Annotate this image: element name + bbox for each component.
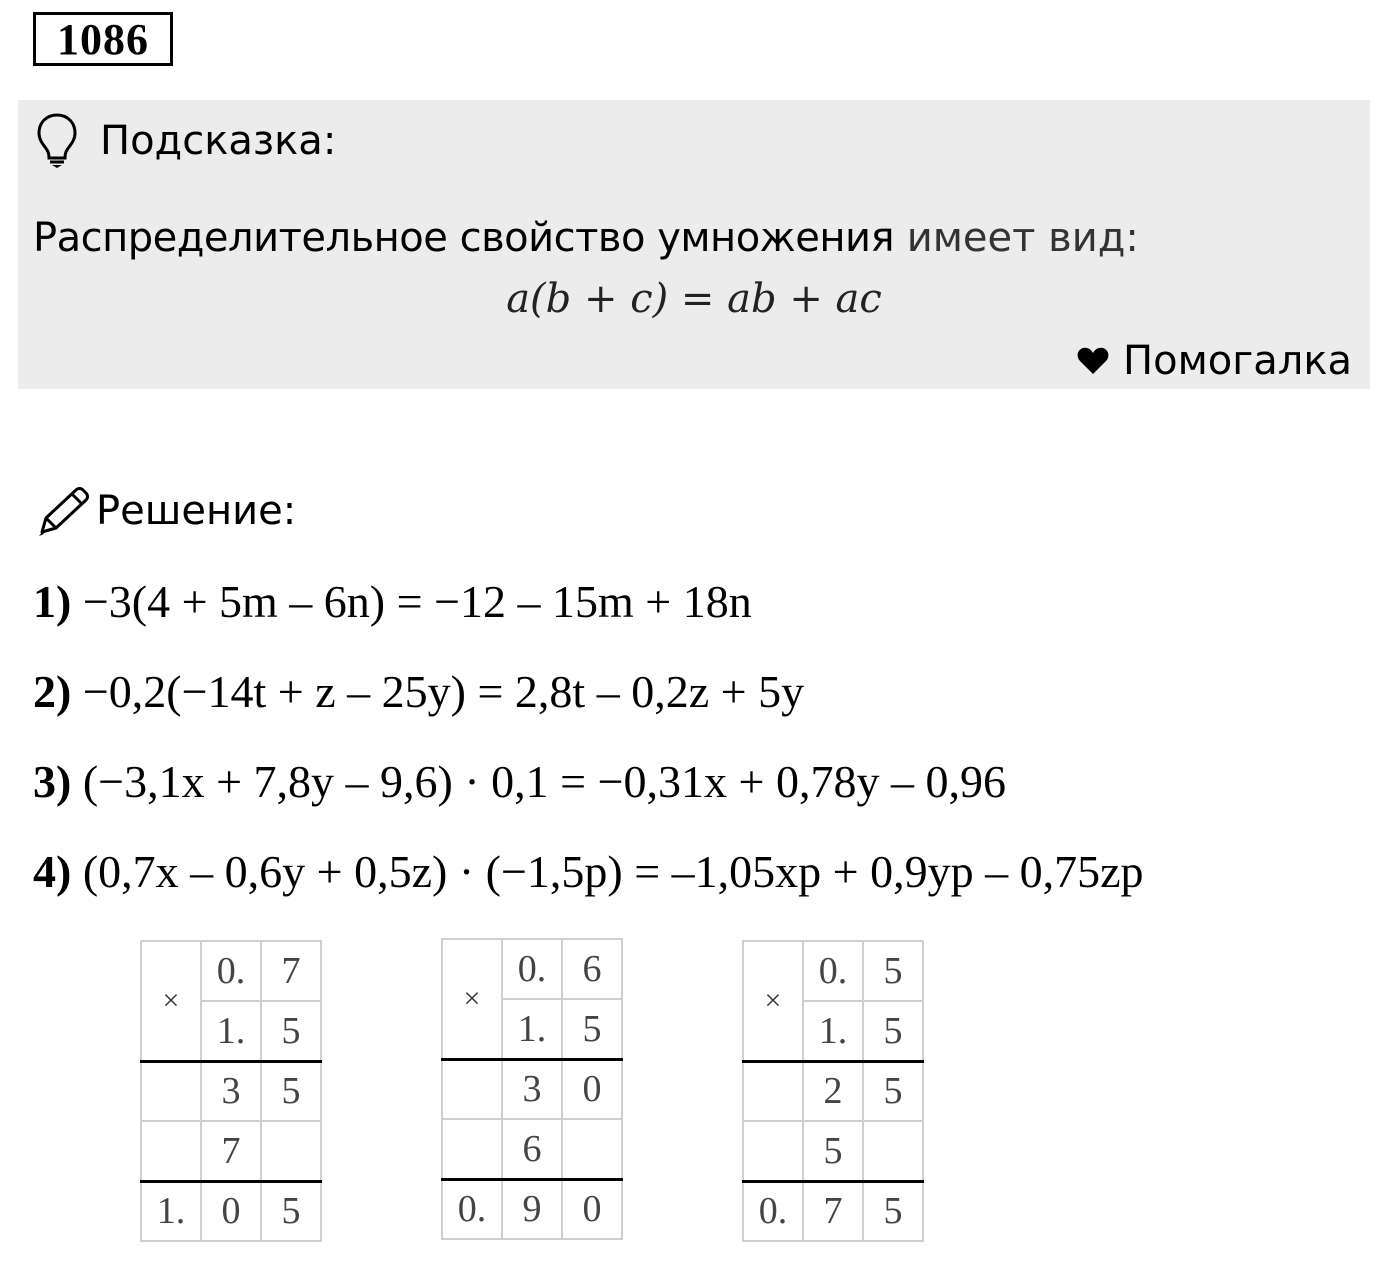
rule-rest: имеет вид: — [894, 215, 1139, 261]
heart-icon — [1077, 347, 1109, 375]
digit-cell: 5 — [261, 1061, 321, 1121]
solution-line-2 — [33, 664, 804, 720]
distributive-formula: a(b + c) = ab + ac — [506, 276, 882, 322]
line-number: 1) — [33, 576, 72, 627]
digit-cell: 7 — [201, 1121, 261, 1181]
solution-line-3 — [33, 754, 1006, 810]
digit-cell: 6 — [562, 939, 622, 999]
digit-cell: 5 — [261, 1001, 321, 1061]
multiply-sign: × — [743, 941, 803, 1061]
multiply-sign: × — [141, 941, 201, 1061]
digit-cell: 5 — [863, 1061, 923, 1121]
digit-cell: 6 — [502, 1119, 562, 1179]
digit-cell — [442, 1059, 502, 1119]
digit-cell: 5 — [261, 1181, 321, 1241]
digit-cell: 0. — [803, 941, 863, 1001]
digit-cell: 1. — [141, 1181, 201, 1241]
digit-cell — [863, 1121, 923, 1181]
digit-cell: 5 — [863, 1001, 923, 1061]
digit-cell: 7 — [803, 1181, 863, 1241]
solution-line-1 — [33, 574, 752, 630]
line-expression: −0,2(−14t + z – 25y) = 2,8t – 0,2z + 5y — [71, 666, 805, 717]
line-number: 4) — [33, 846, 72, 897]
digit-cell — [141, 1061, 201, 1121]
digit-cell: 0 — [201, 1181, 261, 1241]
digit-cell: 3 — [201, 1061, 261, 1121]
digit-cell: 0. — [442, 1179, 502, 1239]
digit-cell: 0 — [562, 1179, 622, 1239]
hint-title: Подсказка: — [100, 118, 337, 164]
rule-name: Распределительное свойство умножения — [33, 215, 895, 261]
brand-text: Помогалка — [1123, 338, 1352, 384]
digit-cell: 7 — [261, 941, 321, 1001]
digit-cell: 1. — [502, 999, 562, 1059]
multiplication-table-1 — [140, 940, 322, 1242]
digit-cell: 0. — [502, 939, 562, 999]
multiply-sign: × — [442, 939, 502, 1059]
digit-cell: 3 — [502, 1059, 562, 1119]
lightbulb-icon — [36, 112, 78, 168]
digit-cell: 1. — [201, 1001, 261, 1061]
line-expression: −3(4 + 5m – 6n) = −12 – 15m + 18n — [71, 576, 752, 627]
digit-cell: 5 — [863, 1181, 923, 1241]
digit-cell: 9 — [502, 1179, 562, 1239]
digit-cell: 2 — [803, 1061, 863, 1121]
digit-cell — [141, 1121, 201, 1181]
digit-cell: 0. — [743, 1181, 803, 1241]
digit-cell — [562, 1119, 622, 1179]
task-number: 1086 — [33, 12, 173, 66]
rule-line — [33, 210, 1139, 266]
solution-line-4 — [33, 844, 1144, 900]
digit-cell: 1. — [803, 1001, 863, 1061]
digit-cell — [743, 1061, 803, 1121]
digit-cell — [261, 1121, 321, 1181]
line-number: 2) — [33, 666, 72, 717]
digit-cell — [442, 1119, 502, 1179]
multiplication-table-2 — [441, 938, 623, 1240]
digit-cell: 0 — [562, 1059, 622, 1119]
line-number: 3) — [33, 756, 72, 807]
brand-label — [1077, 336, 1352, 386]
digit-cell — [743, 1121, 803, 1181]
line-expression: (0,7x – 0,6y + 0,5z) · (−1,5p) = –1,05xp + 0,9yp – 0,75zp — [71, 846, 1144, 897]
multiplication-table-3 — [742, 940, 924, 1242]
pencil-icon — [36, 486, 90, 538]
line-expression: (−3,1x + 7,8y – 9,6) · 0,1 = −0,31x + 0,78y – 0,96 — [71, 756, 1006, 807]
digit-cell: 5 — [562, 999, 622, 1059]
digit-cell: 0. — [201, 941, 261, 1001]
digit-cell: 5 — [803, 1121, 863, 1181]
solution-title: Решение: — [96, 488, 297, 534]
digit-cell: 5 — [863, 941, 923, 1001]
